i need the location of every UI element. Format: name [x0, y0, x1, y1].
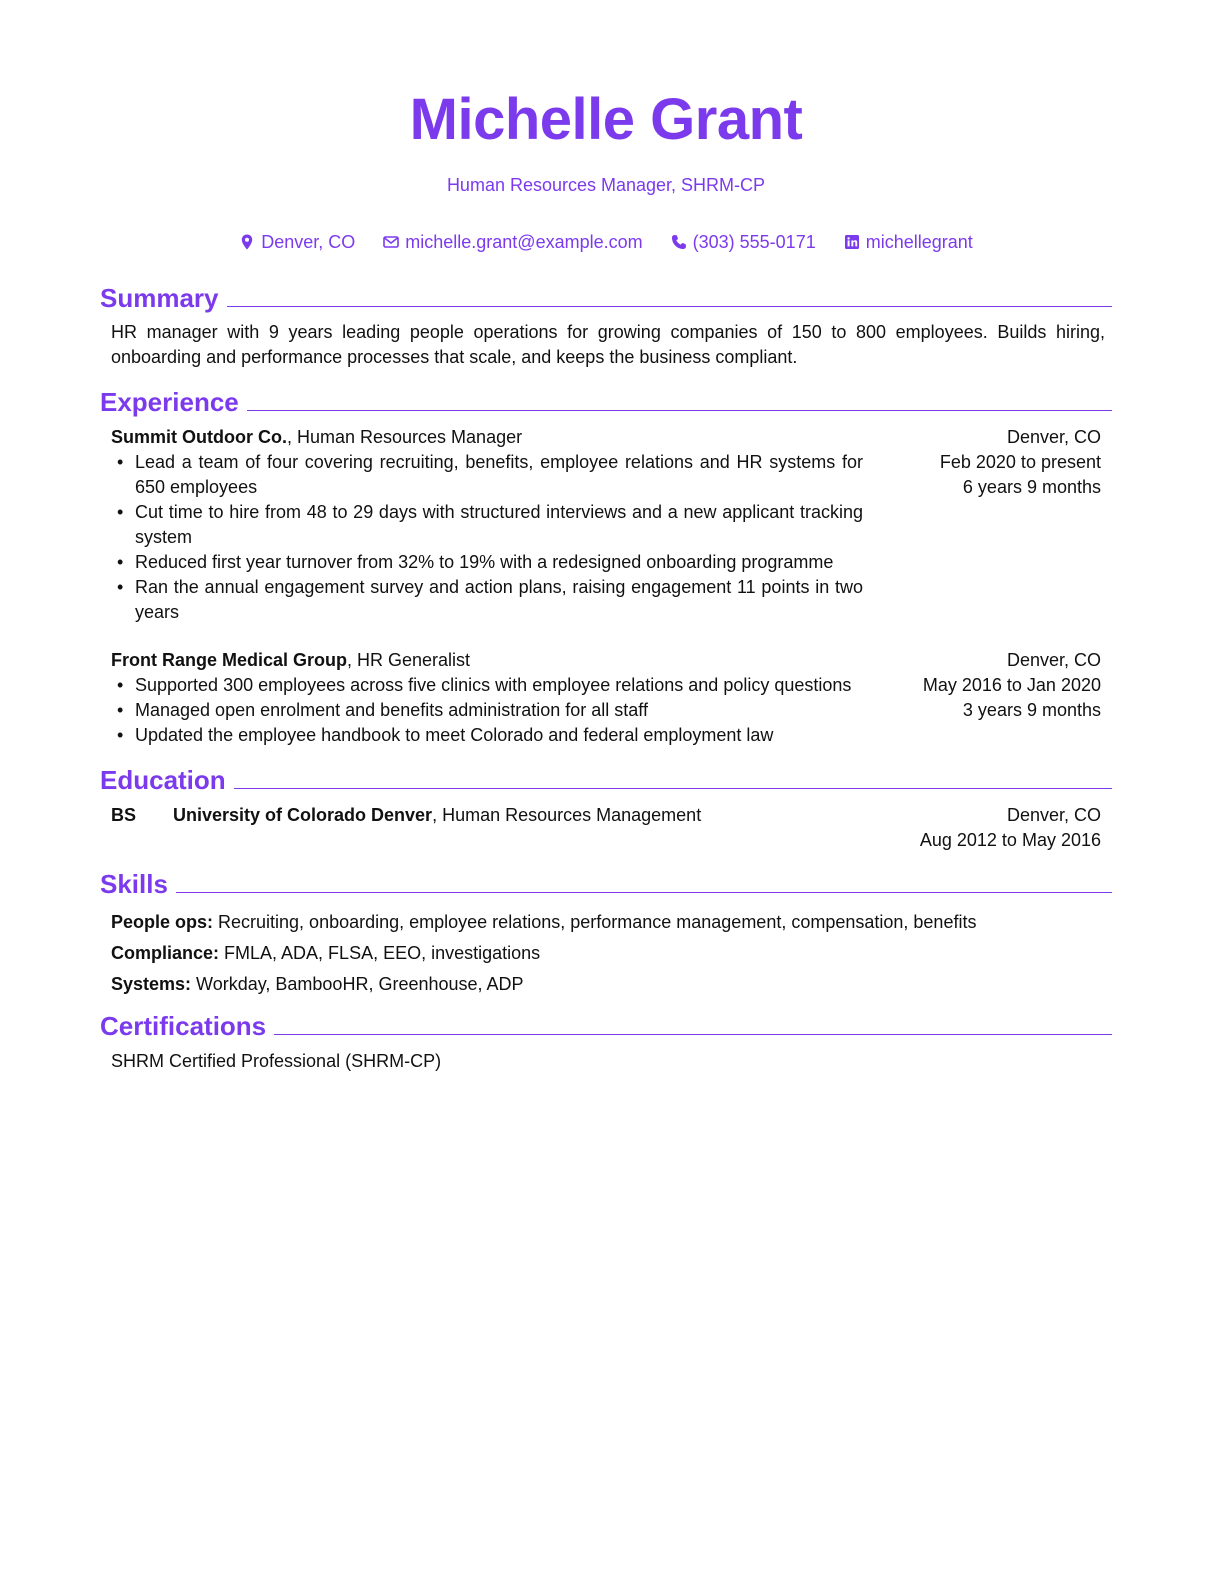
section-title: Experience [100, 387, 239, 417]
skill-row [111, 907, 1105, 938]
section-divider [227, 306, 1113, 307]
contact-bar [100, 230, 1112, 254]
experience-details [111, 648, 863, 748]
skills-section-heading [100, 869, 1112, 899]
experience-heading [111, 648, 863, 673]
job-role: , HR Generalist [347, 650, 471, 670]
skills-list [111, 907, 1105, 1000]
experience-section-heading [100, 387, 1112, 417]
section-divider [247, 410, 1112, 411]
education-meta [920, 803, 1101, 853]
field-of-study: , Human Resources Management [432, 805, 702, 825]
summary-section-heading [100, 283, 1112, 313]
skill-category: People ops: [111, 912, 214, 932]
section-divider [176, 892, 1112, 893]
achievement-item: • Supported 300 employees across five clinics with employee relations and policy questions [135, 673, 863, 698]
certification-item: SHRM Certified Professional (SHRM-CP) [111, 1051, 442, 1071]
job-dates: Feb 2020 to present [939, 452, 1101, 472]
achievement-item: • Cut time to hire from 48 to 29 days with structured interviews and a new applicant tracking system [135, 500, 863, 550]
section-title: Skills [100, 869, 168, 899]
job-location: Denver, CO [1006, 427, 1101, 447]
section-title: Education [100, 765, 226, 795]
skill-values: Recruiting, onboarding, employee relations, performance management, compensation, benefits [213, 912, 977, 932]
job-duration: 6 years 9 months [962, 477, 1101, 497]
school-line [173, 803, 701, 828]
achievement-item: • Updated the employee handbook to meet Colorado and federal employment law [135, 723, 863, 748]
skill-category: Compliance: [111, 943, 220, 963]
experience-details [111, 425, 863, 625]
achievement-item: • Managed open enrolment and benefits administration for all staff [135, 698, 863, 723]
skill-values: Workday, BambooHR, Greenhouse, ADP [191, 974, 524, 994]
section-title: Summary [100, 283, 219, 313]
contact-location [239, 230, 355, 254]
achievement-list [111, 673, 863, 748]
experience-meta [861, 648, 1101, 723]
achievement-item: • Reduced first year turnover from 32% to 19% with a redesigned onboarding programme [135, 550, 863, 575]
skill-category: Systems: [111, 974, 192, 994]
job-location: Denver, CO [1006, 650, 1101, 670]
achievement-item: • Ran the annual engagement survey and action plans, raising engagement 11 points in two years [135, 575, 863, 625]
job-duration: 3 years 9 months [962, 700, 1101, 720]
candidate-title: Human Resources Manager, SHRM-CP [446, 175, 766, 195]
candidate-name: Michelle Grant [409, 87, 803, 152]
map-pin-icon [239, 234, 255, 250]
company-name: Summit Outdoor Co. [111, 427, 287, 447]
email-link[interactable]: michelle.grant@example.com [405, 232, 643, 252]
section-divider [274, 1034, 1112, 1035]
envelope-icon [383, 234, 399, 250]
contact-phone[interactable] [671, 230, 816, 254]
phone-icon [671, 234, 687, 250]
linkedin-icon [844, 234, 860, 250]
job-dates: May 2016 to Jan 2020 [922, 675, 1101, 695]
phone-link[interactable]: (303) 555-0171 [692, 232, 816, 252]
contact-email[interactable] [383, 230, 642, 254]
experience-meta [861, 425, 1101, 500]
linkedin-link[interactable]: michellegrant [865, 232, 973, 252]
company-name: Front Range Medical Group [111, 650, 348, 670]
skill-row [111, 938, 1105, 969]
experience-heading [111, 425, 863, 450]
education-section-heading [100, 765, 1112, 795]
school-location: Denver, CO [1006, 805, 1101, 825]
skill-values: FMLA, ADA, FLSA, EEO, investigations [219, 943, 541, 963]
job-role: , Human Resources Manager [286, 427, 523, 447]
certifications-section-heading [100, 1011, 1112, 1041]
summary-text: HR manager with 9 years leading people operations for growing companies of 150 to 800 employees. Builds hiring, onboarding and performance processes that scale, and keeps the business compliant. [111, 322, 1105, 367]
section-divider [234, 788, 1112, 789]
contact-linkedin[interactable] [844, 230, 973, 254]
location-text: Denver, CO [261, 232, 356, 252]
section-title: Certifications [100, 1011, 267, 1041]
school-name: University of Colorado Denver [173, 805, 433, 825]
degree: BS [111, 805, 137, 825]
education-dates: Aug 2012 to May 2016 [919, 830, 1101, 850]
achievement-item: • Lead a team of four covering recruiting, benefits, employee relations and HR systems for 650 employees [135, 450, 863, 500]
skill-row [111, 969, 1105, 1000]
achievement-list [111, 450, 863, 625]
